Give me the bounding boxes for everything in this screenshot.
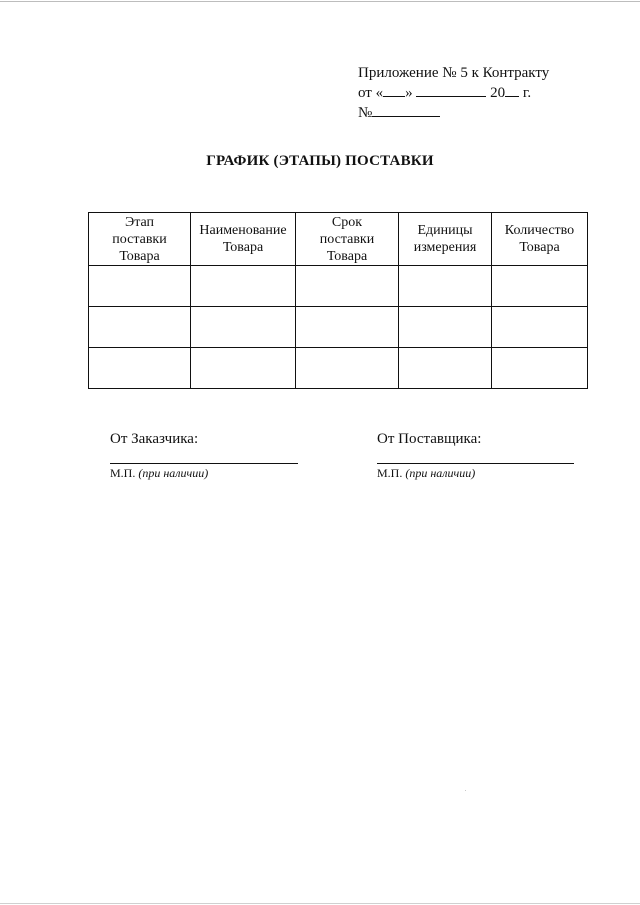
customer-signature-line bbox=[110, 463, 298, 464]
delivery-schedule-table bbox=[88, 212, 588, 389]
header-goods-name: Наименование Товара bbox=[191, 213, 296, 266]
supplier-signature-block bbox=[377, 430, 574, 480]
year-blank bbox=[505, 83, 519, 97]
supplier-stamp-optional: (при наличии) bbox=[405, 466, 476, 480]
page-top-edge bbox=[0, 1, 640, 2]
table-cell bbox=[399, 307, 492, 348]
table-cell bbox=[191, 266, 296, 307]
table-cell bbox=[399, 266, 492, 307]
table-cell bbox=[296, 307, 399, 348]
table-cell bbox=[492, 307, 588, 348]
table-cell bbox=[191, 307, 296, 348]
appendix-header bbox=[358, 64, 549, 123]
customer-stamp-note bbox=[110, 466, 298, 480]
table-cell bbox=[191, 348, 296, 389]
scan-speck bbox=[465, 790, 466, 791]
appendix-line bbox=[358, 64, 549, 83]
table-cell bbox=[89, 266, 191, 307]
table-header-row bbox=[89, 213, 588, 266]
table-cell bbox=[492, 348, 588, 389]
appendix-title: Приложение № 5 к Контракту bbox=[358, 65, 550, 81]
table-cell bbox=[399, 348, 492, 389]
table-cell bbox=[89, 307, 191, 348]
customer-stamp-label: М.П. bbox=[110, 466, 136, 480]
year-prefix: 20 bbox=[490, 85, 506, 101]
header-quantity: Количество Товара bbox=[492, 213, 588, 266]
header-units: Единицы измерения bbox=[399, 213, 492, 266]
table-cell bbox=[492, 266, 588, 307]
supplier-stamp-label: М.П. bbox=[377, 466, 403, 480]
date-quote-close: » bbox=[405, 85, 413, 101]
customer-signature-block bbox=[110, 430, 298, 480]
header-delivery-stage: Этап поставки Товара bbox=[89, 213, 191, 266]
header-delivery-term: Срок поставки Товара bbox=[296, 213, 399, 266]
number-blank bbox=[372, 103, 440, 117]
table-cell bbox=[296, 266, 399, 307]
supplier-signature-line bbox=[377, 463, 574, 464]
date-prefix: от « bbox=[358, 85, 384, 101]
contract-number-line bbox=[358, 103, 549, 123]
table-row bbox=[89, 348, 588, 389]
customer-stamp-optional: (при наличии) bbox=[138, 466, 209, 480]
supplier-stamp-note bbox=[377, 466, 574, 480]
day-blank bbox=[383, 83, 405, 97]
page-bottom-edge bbox=[0, 903, 640, 904]
table-cell bbox=[89, 348, 191, 389]
customer-label: От Заказчика: bbox=[110, 431, 199, 447]
table-row bbox=[89, 307, 588, 348]
month-blank bbox=[416, 83, 486, 97]
year-suffix: г. bbox=[522, 85, 532, 101]
number-prefix: № bbox=[358, 105, 373, 121]
table-row bbox=[89, 266, 588, 307]
supplier-label: От Поставщика: bbox=[377, 431, 482, 447]
contract-date-line bbox=[358, 83, 549, 103]
table-cell bbox=[296, 348, 399, 389]
document-title: ГРАФИК (ЭТАПЫ) ПОСТАВКИ bbox=[206, 153, 434, 169]
